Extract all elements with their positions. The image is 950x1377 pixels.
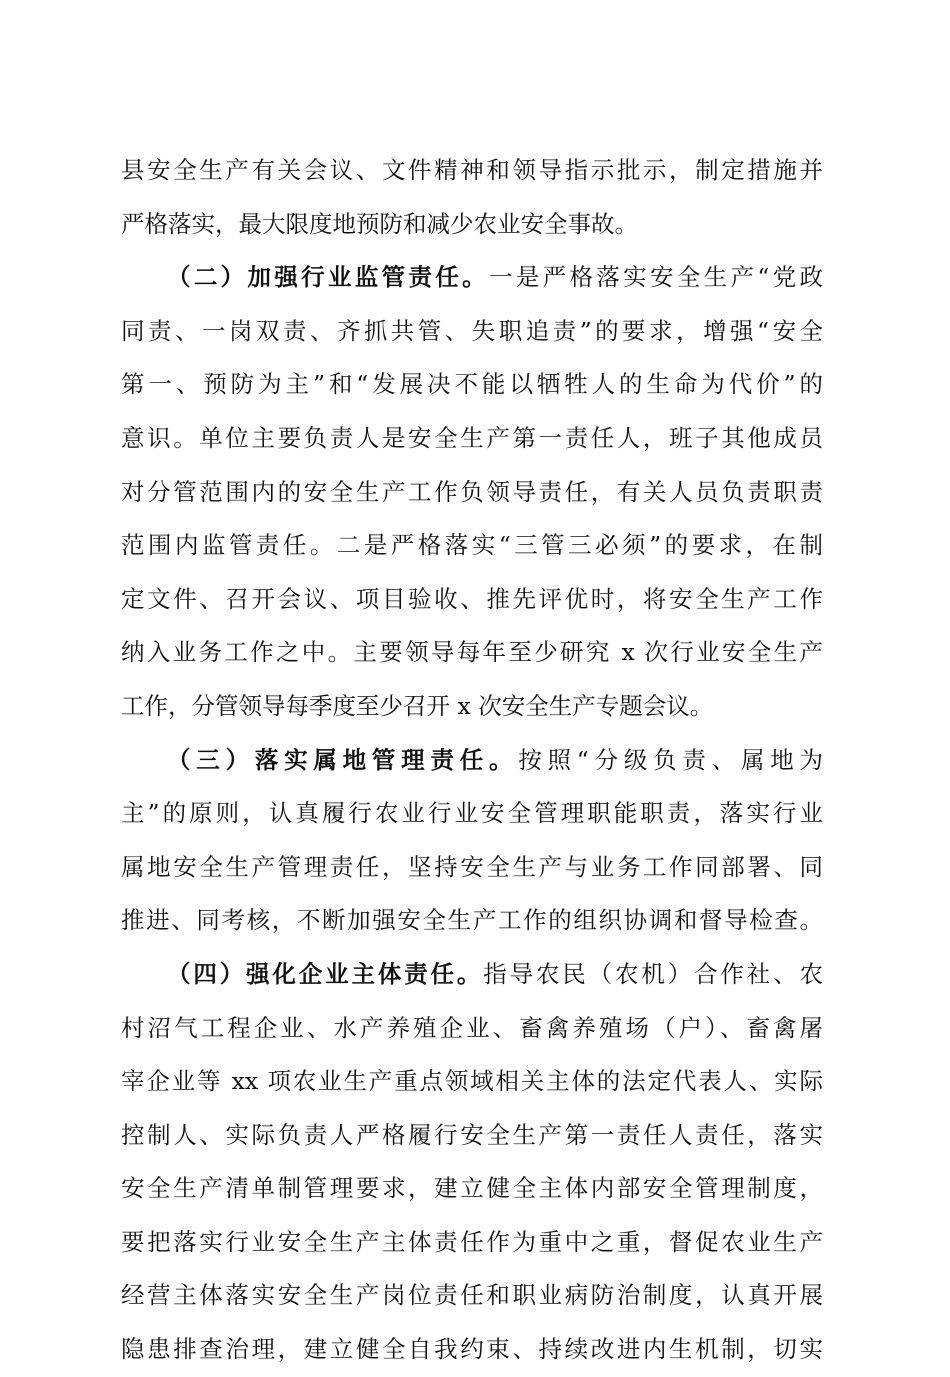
section-heading: （二）加强行业监管责任。 (167, 263, 489, 292)
text-line: 要把落实行业安全生产主体责任作为重中之重，督促农业生产 (121, 1227, 823, 1256)
text-line: 推进、同考核，不断加强安全生产工作的组织协调和督导检查。 (121, 906, 823, 935)
text-line: 工作，分管领导每季度至少召开 x 次安全生产专题会议。 (121, 691, 714, 720)
text-line: 范围内监管责任。二是严格落实“三管三必须”的要求，在制 (121, 531, 823, 560)
text-line: 纳入业务工作之中。主要领导每年至少研究 x 次行业安全生产 (121, 638, 823, 667)
section-heading: （四）强化企业主体责任。 (167, 959, 484, 988)
text-line: 经营主体落实安全生产岗位责任和职业病防治制度，认真开展 (121, 1281, 823, 1310)
text-line: 宰企业等 xx 项农业生产重点领域相关主体的法定代表人、实际 (121, 1067, 823, 1096)
text-line: 隐患排查治理，建立健全自我约束、持续改进内生机制，切实 (121, 1335, 823, 1364)
text-line: 主”的原则，认真履行农业行业安全管理职能职责，落实行业 (121, 799, 823, 828)
section-heading: （三）落实属地管理责任。 (167, 745, 519, 774)
text-line: 对分管范围内的安全生产工作负领导责任，有关人员负责职责 (121, 477, 823, 506)
text-run: 指导农民（农机）合作社、农 (483, 959, 823, 988)
text-run: 按照“分级负责、属地为 (518, 745, 823, 774)
paragraph-start-line (121, 734, 823, 788)
paragraph-start-line (121, 251, 823, 305)
paragraph-start-line (121, 948, 823, 1002)
text-line: 定文件、召开会议、项目验收、推先评优时，将安全生产工作 (121, 584, 823, 613)
text-line: 村沼气工程企业、水产养殖企业、畜禽养殖场（户）、畜禽屠 (121, 1013, 823, 1042)
text-line: 属地安全生产管理责任，坚持安全生产与业务工作同部署、同 (121, 852, 823, 881)
text-line: 严格落实，最大限度地预防和减少农业安全事故。 (121, 209, 638, 238)
text-line: 安全生产清单制管理要求，建立健全主体内部安全管理制度， (121, 1174, 823, 1203)
text-line: 第一、预防为主”和“发展决不能以牺牲人的生命为代价”的 (121, 370, 823, 399)
document-body (121, 144, 823, 1377)
text-run: 一是严格落实安全生产“党政 (489, 263, 824, 292)
text-line: 县安全生产有关会议、文件精神和领导指示批示，制定措施并 (121, 156, 823, 184)
text-line: 意识。单位主要负责人是安全生产第一责任人，班子其他成员 (121, 423, 823, 452)
text-line: 控制人、实际负责人严格履行安全生产第一责任人责任，落实 (121, 1120, 823, 1149)
text-line: 同责、一岗双责、齐抓共管、失职追责”的要求，增强“安全 (121, 316, 823, 345)
